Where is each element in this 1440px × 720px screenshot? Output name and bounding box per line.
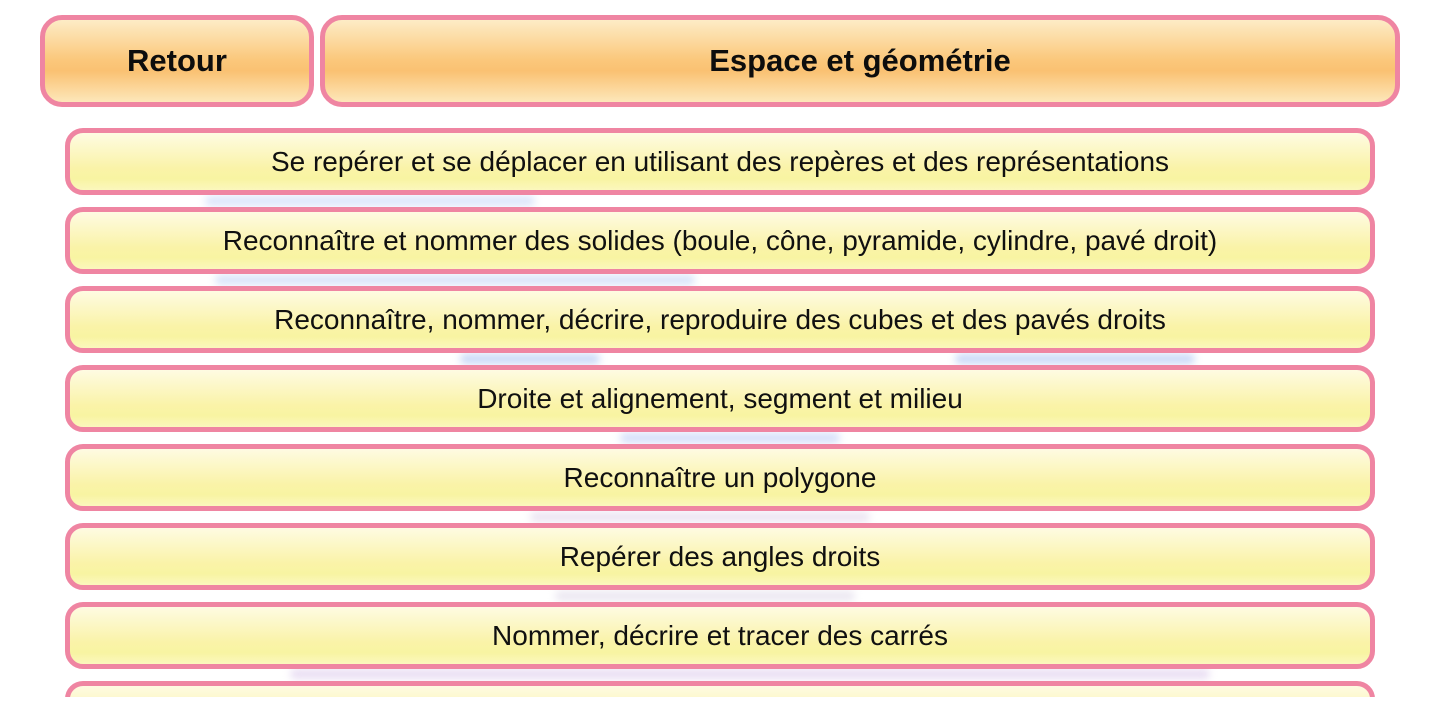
menu-item-se-reperer[interactable] xyxy=(65,128,1375,195)
menu-item-droite-alignement[interactable] xyxy=(65,365,1375,432)
back-button-label: Retour xyxy=(127,43,227,78)
menu-item-label: Droite et alignement, segment et milieu xyxy=(477,382,963,414)
back-button[interactable] xyxy=(40,15,314,107)
menu-item-label: Reconnaître un polygone xyxy=(563,461,877,493)
menu-item-solides[interactable] xyxy=(65,207,1375,274)
menu-item-carres[interactable] xyxy=(65,602,1375,669)
menu-item-label: Se repérer et se déplacer en utilisant des repères et des représentations xyxy=(270,145,1170,177)
page-title-bar xyxy=(320,15,1400,107)
menu-item-label: Reconnaître et nommer des solides (boule, cône, pyramide, cylindre, pavé droit) xyxy=(222,224,1218,256)
menu-item-cubes-paves[interactable] xyxy=(65,286,1375,353)
menu-item-label: Nommer, décrire et tracer des carrés xyxy=(492,619,948,651)
menu-item-label: Reconnaître, nommer, décrire, reproduire des cubes et des pavés droits xyxy=(274,303,1166,335)
menu-item-polygone[interactable] xyxy=(65,444,1375,511)
header-row xyxy=(40,15,1400,107)
bottom-cutoff-strip xyxy=(0,697,1440,720)
menu-item-label: Repérer des angles droits xyxy=(559,540,881,572)
menu-item-angles-droits[interactable] xyxy=(65,523,1375,590)
topic-menu xyxy=(65,128,1375,720)
page-title: Espace et géométrie xyxy=(709,43,1011,78)
